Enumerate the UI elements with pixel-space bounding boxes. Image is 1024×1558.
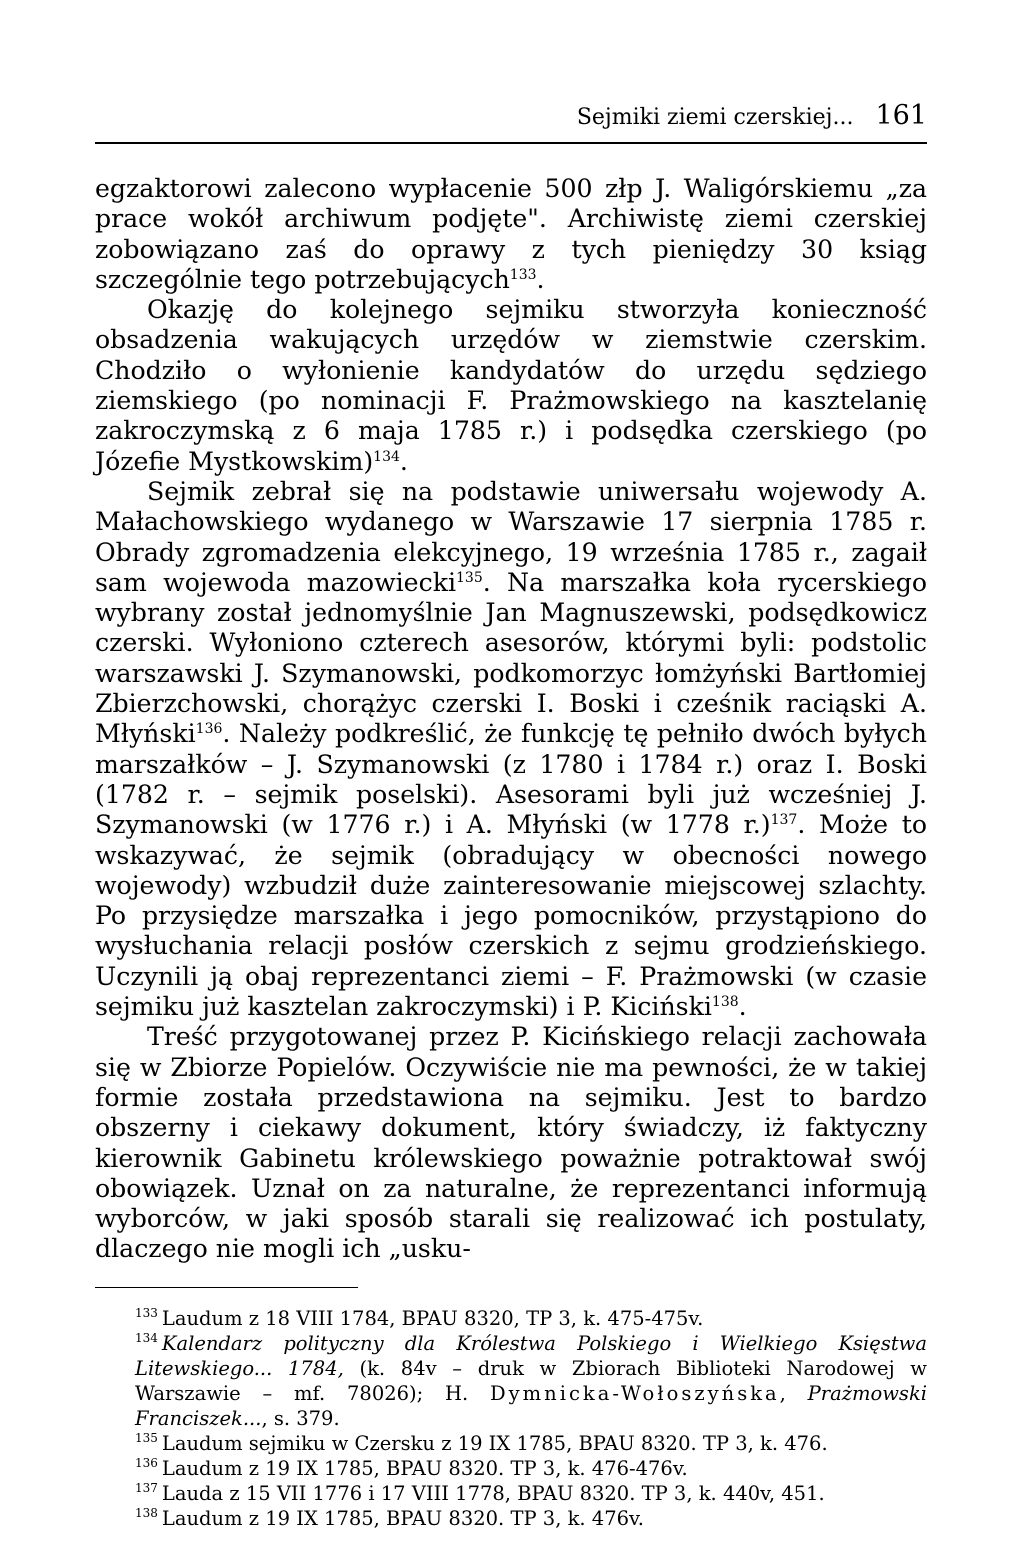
footnote-ref-135[interactable]: 135 <box>456 569 483 586</box>
footnote-divider <box>95 1287 358 1288</box>
book-page <box>95 100 927 1531</box>
footnote-133: $^{133}$ Laudum z 18 VIII 1784, BPAU 8320, TP 3, k. 475-475v. <box>135 1305 704 1330</box>
footnote-ref-138[interactable]: 138 <box>711 994 739 1011</box>
paragraph-1: egzaktorowi zalecono wypłacenie 500 złp J. Waligórskiemu „za prace wokół archiwum podjęte". Archiwistę ziemi czerskiej zobowiązano zaś do oprawy z tych pieniędzy 30 ksiąg szczególnie tego potrzebujących$^{133}$. <box>95 174 927 294</box>
footnote-number: 137 <box>135 1480 158 1495</box>
main-text <box>95 174 927 1265</box>
footnotes <box>95 1306 927 1531</box>
paragraph-2: Okazję do kolejnego sejmiku stworzyła konieczność obsadzenia wakujących urzędów w ziemstwie czerskim. Chodziło o wyłonienie kandydatów do urzędu sędziego ziemskiego (po nominacji F. Prażmowskiego na kasztelanię zakroczymską z 6 maja 1785 r.) i podsędka czerskiego (po Józefie Mystkowskim)$^{134}$. <box>95 295 927 476</box>
page-number: 161 <box>875 100 927 131</box>
footnote-number: 135 <box>135 1430 158 1445</box>
footnote-ref-133[interactable]: 133 <box>509 266 537 283</box>
footnote-ref-136[interactable]: 136 <box>195 721 223 738</box>
footnote-135: $^{135}$ Laudum sejmiku w Czersku z 19 IX 1785, BPAU 8320. TP 3, k. 476. <box>135 1430 828 1455</box>
footnote-ref-134[interactable]: 134 <box>373 448 400 465</box>
footnote-ref-137[interactable]: 137 <box>770 812 798 829</box>
running-title: Sejmiki ziemi czerskiej... <box>576 105 854 130</box>
footnote-136: $^{136}$ Laudum z 19 IX 1785, BPAU 8320. TP 3, k. 476-476v. <box>135 1455 688 1480</box>
footnote-work: Prażmowski Franciszek... <box>135 1381 927 1430</box>
running-head <box>95 100 927 144</box>
footnote-number: 136 <box>135 1455 158 1470</box>
footnote-138: $^{138}$ Laudum z 19 IX 1785, BPAU 8320. TP 3, k. 476v. <box>135 1505 644 1530</box>
footnote-number: 134 <box>135 1330 158 1345</box>
footnote-title: Kalendarz polityczny dla Królestwa Polskiego i Wielkiego Księstwa Litewskiego... 1784, <box>135 1331 927 1380</box>
paragraph-4: Treść przygotowanej przez P. Kicińskiego relacji zachowała się w Zbiorze Popielów. Oczywiście nie ma pewności, że w takiej formie została przedstawiona na sejmiku. Jest to bardzo obszerny i ciekawy dokument, który świadczy, iż faktyczny kierownik Gabinetu królewskiego poważnie potraktował swój obowiązek. Uznał on za naturalne, że reprezentanci informują wyborców, w jaki sposób starali się realizować ich postulaty, dlaczego nie mogli ich „usku- <box>95 1022 927 1264</box>
paragraph-3: Sejmik zebrał się na podstawie uniwersału wojewody A. Małachowskiego wydanego w Warszawie 17 sierpnia 1785 r. Obrady zgromadzenia elekcyjnego, 19 września 1785 r., zagaił sam wojewoda mazowiecki$^{135}$. Na marszałka koła rycerskiego wybrany został jednomyślnie Jan Magnuszewski, podsędkowicz czerski. Wyłoniono czterech asesorów, którymi byli: podstolic warszawski J. Szymanowski, podkomorzyc łomżyński Bartłomiej Zbierzchowski, chorążyc czerski I. Boski i cześnik raciąski A. Młyński$^{136}$. Należy podkreślić, że funkcję tę pełniło dwóch byłych marszałków – J. Szymanowski (z 1780 i 1784 r.) oraz I. Boski (1782 r. – sejmik poselski). Asesorami byli już wcześniej J. Szymanowski (w 1776 r.) i A. Młyński (w 1778 r.)$^{137}$. Może to wskazywać, że sejmik (obradujący w obecności nowego wojewody) wzbudził duże zainteresowanie miejscowej szlachty. Po przysiędze marszałka i jego pomocników, przystąpiono do wysłuchania relacji posłów czerskich z sejmu grodzieńskiego. Uczynili ją obaj reprezentanci ziemi – F. Prażmowski (w czasie sejmiku już kasztelan zakroczymski) i P. Kiciński$^{138}$. <box>95 476 927 1022</box>
footnote-number: 133 <box>135 1305 158 1320</box>
footnote-137: $^{137}$ Lauda z 15 VII 1776 i 17 VIII 1778, BPAU 8320. TP 3, k. 440v, 451. <box>135 1480 825 1505</box>
footnote-134: $^{134}$ Kalendarz polityczny dla Królestwa Polskiego i Wielkiego Księstwa Litewskiego... 1784, (k. 84v – druk w Zbiorach Biblioteki Narodowej w Warszawie – mf. 78026); H. Dymnicka-Wołoszyńska, Prażmowski Franciszek..., s. 379. <box>135 1330 927 1430</box>
footnote-author: Dymnicka-Wołoszyńska <box>490 1381 780 1405</box>
footnote-number: 138 <box>135 1505 158 1520</box>
